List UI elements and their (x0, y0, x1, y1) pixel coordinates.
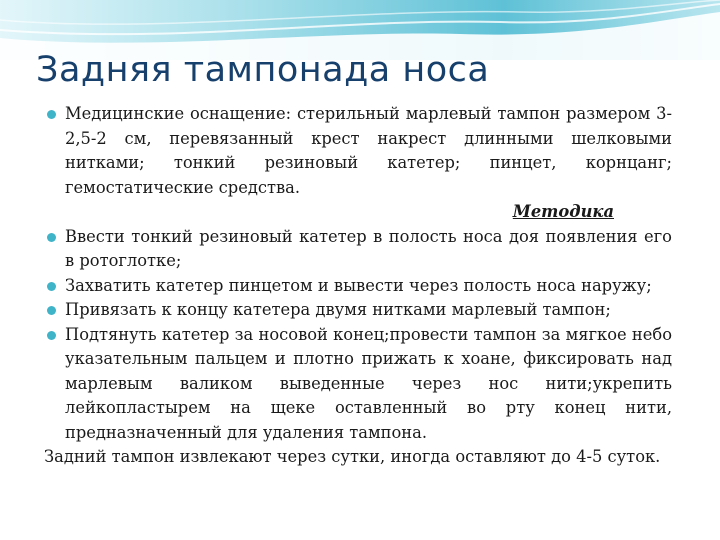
bullet-icon (47, 233, 56, 242)
list-item (44, 298, 672, 323)
list-item (44, 323, 672, 446)
method-subheading: Методика (512, 202, 614, 221)
closing-text: Задний тампон извлекают через сутки, иногда оставляют до 4-5 суток. (44, 447, 661, 466)
list-item (44, 274, 672, 299)
step-text: Захватить катетер пинцетом и вывести через полость носа наружу; (65, 275, 652, 295)
step-text: Ввести тонкий резиновый катетер в полость носа доя появления его в ротоглотке; (65, 226, 672, 270)
intro-text: Медицинские оснащение: стерильный марлевый тампон размером 3-2,5-2 см, перевязанный крест накрест длинными шелковыми нитками; тонкий резиновый катетер; пинцет, корнцанг; гемостатические средства. (65, 104, 672, 197)
bullet-icon (47, 306, 56, 315)
slide-content (44, 102, 672, 470)
step-text: Привязать к концу катетера двумя нитками марлевый тампон; (65, 300, 611, 319)
bullet-icon (47, 331, 56, 340)
step-text: Подтянуть катетер за носовой конец;провести тампон за мягкое небо указательным пальцем и плотно прижать к хоане, фиксировать над марлевым валиком выведенные через нос нити;укрепить лейкопластырем на щеке оставленный во рту конец нити, предназначенный для удаления тампона. (65, 324, 672, 442)
list-item (44, 225, 672, 274)
bullet-icon (47, 282, 56, 291)
bullet-icon (47, 110, 56, 119)
list-item-intro (44, 102, 672, 200)
page-title: Задняя тампонада носа (36, 50, 490, 90)
